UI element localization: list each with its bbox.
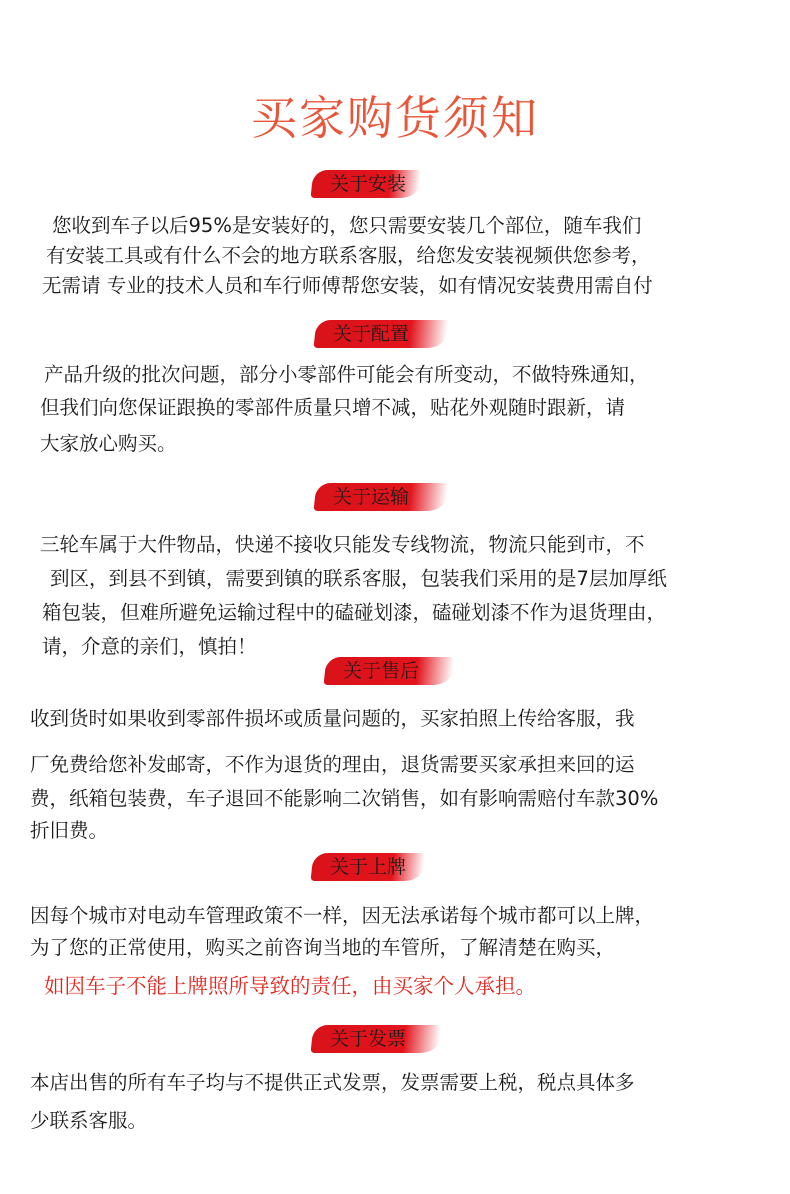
section-body-invoice <box>30 1064 635 1140</box>
section-heading-label: 关于配置 <box>333 323 410 345</box>
section-heading-label: 关于运输 <box>333 486 410 508</box>
section-heading-config <box>314 320 449 348</box>
paragraph-line: 少联系客服。 <box>30 1109 148 1132</box>
section-heading-label: 关于上牌 <box>330 856 407 878</box>
paragraph-line: 您收到车子以后95%是安装好的，您只需要安装几个部位，随车我们 <box>52 214 642 237</box>
paragraph-line: 厂免费给您补发邮寄，不作为退货的理由，退货需要买家承担来回的运 <box>30 753 635 776</box>
section-heading-shipping <box>314 483 449 511</box>
paragraph-line: 因每个城市对电动车管理政策不一样，因无法承诺每个城市都可以上牌， <box>30 904 655 927</box>
paragraph-line: 折旧费。 <box>30 819 109 842</box>
paragraph-line: 为了您的正常使用，购买之前咨询当地的车管所，了解清楚在购买， <box>30 936 616 959</box>
paragraph-line: 无需请 专业的技术人员和车行师傅帮您安装，如有情况安装费用需自付 <box>42 274 653 297</box>
paragraph-line: 箱包装，但难所避免运输过程中的磕碰划漆，磕碰划漆不作为退货理由， <box>42 601 667 624</box>
section-body-aftersales <box>30 700 658 850</box>
paragraph-line: 费，纸箱包装费，车子退回不能影响二次销售，如有影响需赔付车款30% <box>30 787 659 810</box>
section-heading-registration <box>311 853 426 881</box>
section-heading-invoice <box>311 1025 442 1053</box>
paragraph-line: 收到货时如果收到零部件损坏或质量问题的，买家拍照上传给客服，我 <box>30 707 635 730</box>
paragraph-line: 有安装工具或有什么不会的地方联系客服，给您发安装视频供您参考， <box>46 244 651 267</box>
paragraph-line: 产品升级的批次问题，部分小零部件可能会有所变动，不做特殊通知， <box>44 363 649 386</box>
paragraph-line: 到区，到县不到镇，需要到镇的联系客服，包装我们采用的是7层加厚纸 <box>50 567 667 590</box>
paragraph-line: 但我们向您保证跟换的零部件质量只增不减，贴花外观随时跟新，请 <box>40 396 626 419</box>
section-heading-label: 关于发票 <box>330 1028 407 1050</box>
section-heading-aftersales <box>324 657 455 685</box>
section-heading-label: 关于安装 <box>330 173 407 195</box>
section-body-shipping <box>36 528 667 664</box>
section-body-install <box>42 211 653 301</box>
page-title: 买家购货须知 <box>251 91 539 145</box>
section-heading-label: 关于售后 <box>343 660 420 682</box>
registration-warning: 如因车子不能上牌照所导致的责任，由买家个人承担。 <box>44 974 536 998</box>
section-body-config <box>40 360 649 459</box>
section-body-registration <box>30 900 654 1002</box>
paragraph-line: 大家放心购买。 <box>40 432 177 455</box>
paragraph-line: 本店出售的所有车子均与不提供正式发票，发票需要上税，税点具体多 <box>30 1071 635 1094</box>
paragraph-line: 三轮车属于大件物品，快递不接收只能发专线物流，物流只能到市，不 <box>40 533 645 556</box>
paragraph-line: 请，介意的亲们，慎拍！ <box>42 635 257 658</box>
section-heading-install <box>311 170 422 198</box>
